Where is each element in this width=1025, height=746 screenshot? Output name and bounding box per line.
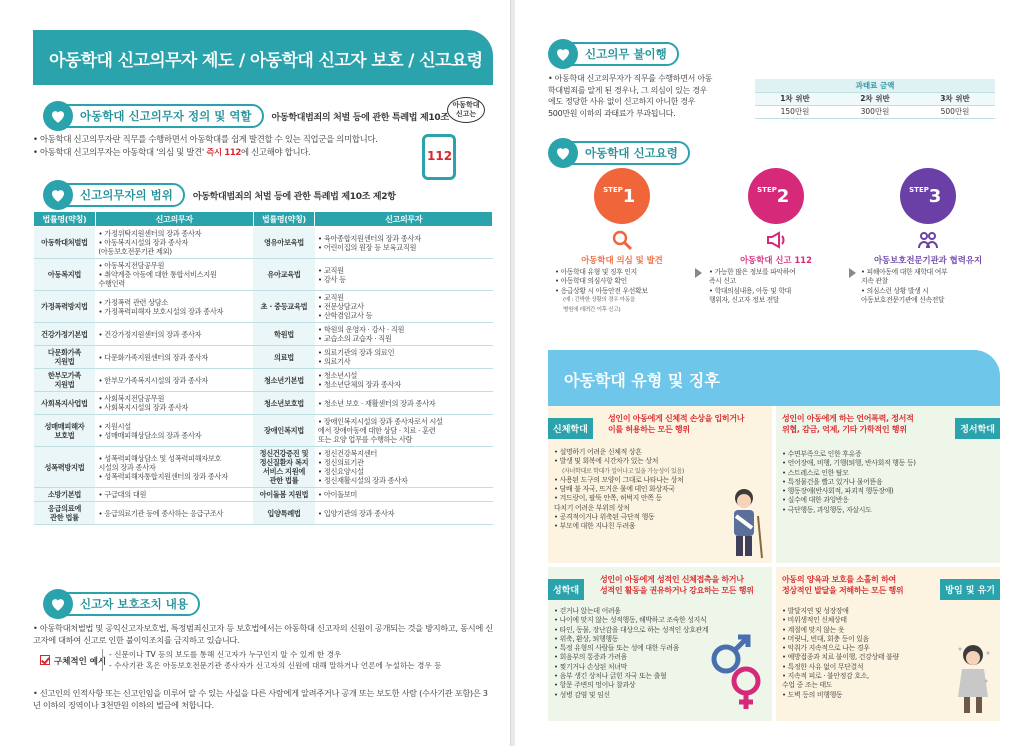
reporter-cell: • 아이돌보미 bbox=[315, 488, 493, 502]
list-item: • 항문 주변의 멍이나 찰과상 bbox=[554, 681, 636, 690]
law-name-cell: 사회복지사업법 bbox=[34, 392, 96, 415]
list-item: • 악취가 지속적으로 나는 경우 bbox=[782, 644, 870, 653]
step-number: 1 bbox=[622, 186, 636, 207]
list-item: • 타인, 동물, 장난감을 대상으로 하는 성적인 상호관계 bbox=[554, 625, 709, 634]
reporter-cell: • 사회복지전담공무원 • 사회복지시설의 장과 종사자 bbox=[95, 392, 253, 415]
list-item: • 특정 유형의 사람들 또는 성에 대한 두려움 bbox=[554, 644, 680, 653]
list-item: • 언어장애, 비행, 기행(퇴행, 반사회적 행동 등) bbox=[782, 459, 916, 468]
nonreport-section-pill bbox=[549, 42, 679, 66]
list-item: • 머릿니, 빈대, 회충 등이 있음 bbox=[782, 634, 869, 643]
list-item: • 성병 감염 및 임신 bbox=[554, 690, 610, 699]
penalty-text: • 신고인의 인적사항 또는 신고인임을 미루어 알 수 있는 사실을 다른 사람에게 알려주거나 공개 또는 보도한 사람 (수사기관 포함)은 3년 이하의 징역이나 3천만원 이하의 벌금에 처합니다. bbox=[33, 688, 488, 710]
report-section-title: 아동학대 신고요령 bbox=[585, 146, 678, 160]
neglect-head bbox=[782, 575, 903, 596]
step-line: 행위자, 신고자 정보 전달 bbox=[709, 296, 780, 305]
list-item-note: (자녀학대로 학대가 일어나고 있을 가능성이 있음) bbox=[562, 467, 685, 475]
step-label: STEP bbox=[909, 186, 929, 194]
step-desc bbox=[861, 268, 999, 306]
list-item: • 특정물건을 빨고 있거나 물어뜯음 bbox=[782, 477, 883, 486]
list-item: • 공격적이거나 위축된 극단적 행동 bbox=[554, 513, 655, 522]
reporter-cell: • 장애인복지시설의 장과 종사자로서 시설 에서 장애아동에 대한 상담 · 치료 · 훈련 또는 요양 업무를 수행하는 사람 bbox=[315, 415, 493, 447]
nonreport-section-header bbox=[549, 42, 679, 66]
protection-text: • 아동학대처벌법 및 공익신고자보호법, 특정범죄신고자 등 보호법에서는 아동학대 신고자의 신원이 공개되는 것을 방지하고, 동시에 신고자에 대하여 신고로 인한 불이익조치를 금지하고 있습니다. bbox=[33, 623, 493, 645]
table-header-cell: 법률명(약칭) bbox=[34, 212, 96, 227]
law-name-cell: 성폭력방지법 bbox=[34, 447, 96, 488]
fine-table-title: 과태료 금액 bbox=[755, 79, 995, 92]
head-line: 성인이 아동에게 신체적 손상을 입히거나 bbox=[608, 414, 745, 423]
fine-value-cell: 150만원 bbox=[755, 105, 835, 118]
fine-table bbox=[755, 79, 995, 119]
law-name-cell: 성매매피해자 보호법 bbox=[34, 415, 96, 447]
list-item: • 계절에 맞지 않는 옷 bbox=[782, 625, 845, 634]
head-line: 성인이 아동에게 성적인 신체접촉을 하거나 bbox=[600, 575, 744, 584]
definition-line-2c: 에 신고해야 합니다. bbox=[240, 147, 311, 157]
law-name-cell: 소방기본법 bbox=[34, 488, 96, 502]
list-item: • 사용된 도구의 모양이 그대로 나타나는 상처 bbox=[554, 475, 684, 484]
emotional-abuse-head bbox=[782, 414, 914, 435]
step-number: 2 bbox=[776, 186, 790, 207]
types-banner: 아동학대 유형 및 징후 bbox=[548, 350, 1000, 406]
reporter-cell: • 다문화가족지원센터의 장과 종사자 bbox=[95, 346, 253, 369]
step-line: • 아동학대 의심사항 확인 bbox=[555, 277, 627, 286]
head-line: 이를 허용하는 모든 행위 bbox=[608, 424, 690, 434]
reporter-cell: • 아동복지전담공무원 • 취약계층 아동에 대한 통합서비스지원 수행인력 bbox=[95, 259, 253, 291]
step-label: STEP bbox=[603, 186, 623, 194]
list-item: • 스트레스로 인한 탈모 bbox=[782, 468, 849, 477]
head-line: 아동의 양육과 보호를 소홀히 하여 bbox=[782, 575, 896, 584]
law-name-cell: 청소년기본법 bbox=[253, 369, 315, 392]
step-label: STEP bbox=[757, 186, 777, 194]
definition-section-title: 아동학대 신고의무자 정의 및 역할 bbox=[80, 109, 252, 123]
reporter-cell: • 정신건강복지센터 • 정신의료기관 • 정신요양시설 • 정신재활시설의 장과 종사자 bbox=[315, 447, 493, 488]
abuse-types-grid bbox=[548, 406, 1000, 721]
heart-icon bbox=[548, 138, 578, 168]
reporter-cell: • 의료기관의 장과 의료인 • 의료기사 bbox=[315, 346, 493, 369]
physical-abuse-panel bbox=[548, 406, 772, 563]
reporter-cell: • 가정폭력 관련 상담소 • 가정폭력피해자 보호시설의 장과 종사자 bbox=[95, 291, 253, 323]
step-line: 아동보호전문기관에 신속전달 bbox=[861, 296, 945, 305]
physical-abuse-head bbox=[608, 414, 744, 435]
list-item: 수업 중 조는 태도 bbox=[782, 681, 833, 690]
report-section-pill bbox=[549, 141, 690, 165]
law-name-cell: 아동복지법 bbox=[34, 259, 96, 291]
reporter-cell: • 청소년시설 • 청소년단체의 장과 종사자 bbox=[315, 369, 493, 392]
reporter-cell: • 지원시설 • 성매매피해상담소의 장과 종사자 bbox=[95, 415, 253, 447]
list-item: • 발생 및 회복에 시간차가 있는 상처 bbox=[554, 457, 659, 466]
list-item: • 회음부의 통증과 가려움 bbox=[554, 653, 627, 662]
step-tag bbox=[900, 186, 956, 207]
law-name-cell: 아동학대처벌법 bbox=[34, 227, 96, 259]
sexual-abuse-tag: 성학대 bbox=[548, 579, 584, 600]
list-item: • 담배 불 자국, 뜨거운 물에 데인 화상자국 bbox=[554, 485, 675, 494]
fine-header-cell: 3차 위반 bbox=[915, 92, 995, 105]
report-badge-line1: 아동학대 bbox=[452, 101, 480, 109]
list-item: • 특정한 사유 없이 무단결석 bbox=[782, 662, 864, 671]
fine-value-cell: 300만원 bbox=[835, 105, 915, 118]
step-desc bbox=[709, 268, 847, 306]
table-header-cell: 법률명(약칭) bbox=[253, 212, 315, 227]
law-name-cell: 응급의료에 관한 법률 bbox=[34, 502, 96, 525]
reporter-cell: • 가정위탁지원센터의 장과 종사자 • 아동복지시설의 장과 종사자 (아동보호전문기관 제외) bbox=[95, 227, 253, 259]
report-section-header bbox=[549, 141, 690, 165]
law-name-cell: 초 · 중등교육법 bbox=[253, 291, 315, 323]
step-desc bbox=[555, 268, 693, 315]
list-item: • 행동장애(반사회적, 파괴적 행동장애) bbox=[782, 487, 894, 496]
fine-header-cell: 2차 위반 bbox=[835, 92, 915, 105]
scope-section-title: 신고의무자의 범위 bbox=[80, 188, 173, 202]
reporter-cell: • 육아종합지원센터의 장과 종사자 • 어린이집의 원장 등 보육교직원 bbox=[315, 227, 493, 259]
step-line: • 아동학대 유형 및 징후 인지 bbox=[555, 268, 637, 276]
cooperation-icon bbox=[916, 228, 940, 252]
emotional-abuse-panel bbox=[776, 406, 1000, 563]
page-title: 아동학대 신고의무자 제도 / 아동학대 신고자 보호 / 신고요령 bbox=[33, 30, 493, 85]
step-tag bbox=[594, 186, 650, 207]
example-line: - 신문이나 TV 등의 보도를 통해 신고자가 누구인지 알 수 있게 한 경우 bbox=[109, 650, 342, 659]
list-item: • 음부 생긴 상처나 긁힌 자국 또는 출혈 bbox=[554, 672, 667, 681]
law-name-cell: 정신건강증진 및 정신질환자 복지 서비스 지원에 관한 법률 bbox=[253, 447, 315, 488]
definition-section-subtitle: 아동학대범죄의 처벌 등에 관한 특례법 제10조 bbox=[271, 112, 449, 123]
arrow-icon bbox=[695, 268, 702, 278]
list-item: • 위축, 환상, 퇴행행동 bbox=[554, 634, 619, 643]
step-line: • 피해아동에 대한 재학대 여부 bbox=[861, 268, 948, 276]
reporter-cell: • 성폭력피해상담소 및 성폭력피해자보호 시설의 장과 종사자 • 성폭력피해자통합지원센터의 장과 종사자 bbox=[95, 447, 253, 488]
head-line: 위협, 감금, 억제, 기타 가학적인 행위 bbox=[782, 424, 907, 434]
nonreport-text bbox=[548, 73, 712, 119]
fine-header-cell: 1차 위반 bbox=[755, 92, 835, 105]
law-name-cell: 입양특례법 bbox=[253, 502, 315, 525]
arrow-icon bbox=[849, 268, 856, 278]
example-label-text: 구체적인 예시 bbox=[54, 657, 107, 667]
definition-line-2a: • 아동학대 신고의무자는 아동학대 '의심 및 발견' bbox=[33, 147, 207, 157]
reporter-cell: • 교직원 • 강사 등 bbox=[315, 259, 493, 291]
list-item: • 설명하기 어려운 신체적 상흔 bbox=[554, 448, 642, 456]
nonreport-line: 에도 정당한 사유 없이 신고하지 아니한 경우 bbox=[548, 97, 696, 106]
law-name-cell: 건강가정기본법 bbox=[34, 323, 96, 346]
sexual-abuse-panel bbox=[548, 567, 772, 721]
definition-line-1: • 아동학대 신고의무자란 직무를 수행하면서 아동학대를 쉽게 발견할 수 있는 직업군을 의미합니다. bbox=[33, 134, 378, 144]
list-item: • 부모에 대한 지나친 두려움 bbox=[554, 522, 636, 531]
head-line: 성인이 아동에게 하는 언어폭력, 정서적 bbox=[782, 414, 914, 423]
law-name-cell: 영유아보육법 bbox=[253, 227, 315, 259]
step-line: 지속 관찰 bbox=[861, 277, 888, 286]
reporter-cell: • 입양기관의 장과 종사자 bbox=[315, 502, 493, 525]
magnifier-icon bbox=[610, 228, 634, 252]
physical-abuse-tag: 신체학대 bbox=[548, 418, 593, 439]
step-line: • 응급상황 시 아동안전 우선확보 bbox=[555, 286, 648, 295]
report-steps bbox=[543, 168, 1000, 313]
step-line: • 의심스런 상황 발생 시 bbox=[861, 286, 929, 295]
heart-icon bbox=[548, 39, 578, 69]
phone-number: 112 bbox=[427, 149, 453, 163]
gender-symbols-illustration bbox=[706, 633, 768, 713]
nonreport-line: 500만원 이하의 과태료가 부과됩니다. bbox=[548, 108, 676, 118]
neglect-tag: 방임 및 유기 bbox=[940, 579, 1000, 600]
reporter-cell: • 건강가정지원센터의 장과 종사자 bbox=[95, 323, 253, 346]
law-name-cell: 장애인복지법 bbox=[253, 415, 315, 447]
law-name-cell: 청소년보호법 bbox=[253, 392, 315, 415]
law-name-cell: 의료법 bbox=[253, 346, 315, 369]
neglect-panel bbox=[776, 567, 1000, 721]
step-title: 아동학대 신고 112 bbox=[740, 255, 812, 265]
reporter-cell: • 한부모가족복지시설의 장과 종사자 bbox=[95, 369, 253, 392]
injured-child-illustration bbox=[722, 486, 768, 560]
law-name-cell: 다문화가족 지원법 bbox=[34, 346, 96, 369]
definition-line-2b: 즉시 112 bbox=[206, 147, 241, 157]
list-item: • 발달지연 및 성장장애 bbox=[782, 607, 849, 615]
scope-section-subtitle: 아동학대범죄의 처벌 등에 관한 특례법 제10조 제2항 bbox=[192, 191, 396, 202]
list-item: • 실수에 대한 과잉반응 bbox=[782, 496, 849, 505]
step-note: (예 : 긴박한 상황의 경우 아동을 bbox=[563, 297, 636, 304]
law-name-cell: 가정폭력방지법 bbox=[34, 291, 96, 323]
nonreport-section-title: 신고의무 불이행 bbox=[585, 47, 667, 61]
list-item: • 도벽 등의 비행행동 bbox=[782, 690, 843, 699]
step-title: 아동보호전문기관과 협력유지 bbox=[873, 255, 983, 265]
list-item: • 나이에 맞지 않는 성적행동, 해박하고 조숙한 성지식 bbox=[554, 616, 707, 625]
megaphone-icon bbox=[764, 228, 788, 252]
table-header-cell: 신고의무자 bbox=[315, 212, 493, 227]
list-item: • 예방접종과 치료 불이행, 건강상태 불량 bbox=[782, 653, 899, 662]
step-note: 병원에 데려간 이후 신고) bbox=[563, 306, 621, 313]
head-line: 성적인 활동을 권유하거나 강요하는 모든 행위 bbox=[600, 585, 754, 595]
law-name-cell: 학원법 bbox=[253, 323, 315, 346]
step-tag bbox=[748, 186, 804, 207]
list-item: • 찢기거나 손상된 처녀막 bbox=[554, 662, 627, 671]
example-line: - 수사기관 혹은 아동보호전문기관 종사자가 신고자의 신원에 대해 말하거나 언론에 누설하는 경우 등 bbox=[109, 661, 442, 670]
reporter-cell: • 응급의료기관 등에 종사하는 응급구조사 bbox=[95, 502, 253, 525]
step-line: 즉시 신고 bbox=[709, 277, 736, 286]
report-badge-line2: 신고는 bbox=[455, 110, 477, 118]
step-line: • 학대의심내용, 아동 및 학대 bbox=[709, 286, 791, 295]
list-item: • 지속적 피로 · 불안정감 호소, bbox=[782, 672, 869, 681]
reporter-cell: • 청소년 보호 · 재활센터의 장과 종사자 bbox=[315, 392, 493, 415]
table-header-cell: 신고의무자 bbox=[95, 212, 253, 227]
list-item: • 비위생적인 신체상태 bbox=[782, 616, 847, 625]
law-name-cell: 유아교육법 bbox=[253, 259, 315, 291]
step-number: 3 bbox=[928, 186, 942, 207]
reporter-cell: • 교직원 • 전문상담교사 • 산학겸임교사 등 bbox=[315, 291, 493, 323]
list-item: • 극단행동, 과잉행동, 자살시도 bbox=[782, 505, 872, 514]
emotional-abuse-tag: 정서학대 bbox=[955, 418, 1000, 439]
list-item: • 걷거나 앉는데 어려움 bbox=[554, 607, 621, 615]
physical-abuse-list bbox=[554, 448, 684, 532]
neglect-list bbox=[782, 607, 899, 700]
sexual-abuse-list bbox=[554, 607, 708, 700]
fine-value-cell: 500만원 bbox=[915, 105, 995, 118]
step-title: 아동학대 의심 및 발견 bbox=[581, 255, 663, 265]
law-name-cell: 아이돌봄 지원법 bbox=[253, 488, 315, 502]
reporter-cell: • 구급대의 대원 bbox=[95, 488, 253, 502]
emotional-abuse-list bbox=[782, 450, 916, 515]
law-name-cell: 한부모가족 지원법 bbox=[34, 369, 96, 392]
head-line: 정상적인 발달을 저해하는 모든 행위 bbox=[782, 585, 904, 595]
protection-section-title: 신고자 보호조치 내용 bbox=[80, 597, 188, 611]
nonreport-line: 학대범죄를 알게 된 경우나, 그 의심이 있는 경우 bbox=[548, 85, 708, 95]
list-item: • 수면부족으로 인한 후유증 bbox=[782, 450, 862, 458]
sexual-abuse-head bbox=[600, 575, 754, 596]
neglected-child-illustration bbox=[952, 641, 994, 715]
list-item: • 겨드랑이, 팔뚝 안쪽, 허벅지 안쪽 등 bbox=[554, 494, 662, 503]
list-item: 다치기 어려운 부위의 상처 bbox=[554, 503, 630, 512]
nonreport-line: • 아동학대 신고의무자가 직무를 수행하면서 아동 bbox=[548, 74, 713, 83]
step-line: • 가능한 많은 정보를 파악하여 bbox=[709, 268, 796, 276]
reporter-cell: • 학원의 운영자 · 강사 · 직원 • 교습소의 교습자 · 직원 bbox=[315, 323, 493, 346]
